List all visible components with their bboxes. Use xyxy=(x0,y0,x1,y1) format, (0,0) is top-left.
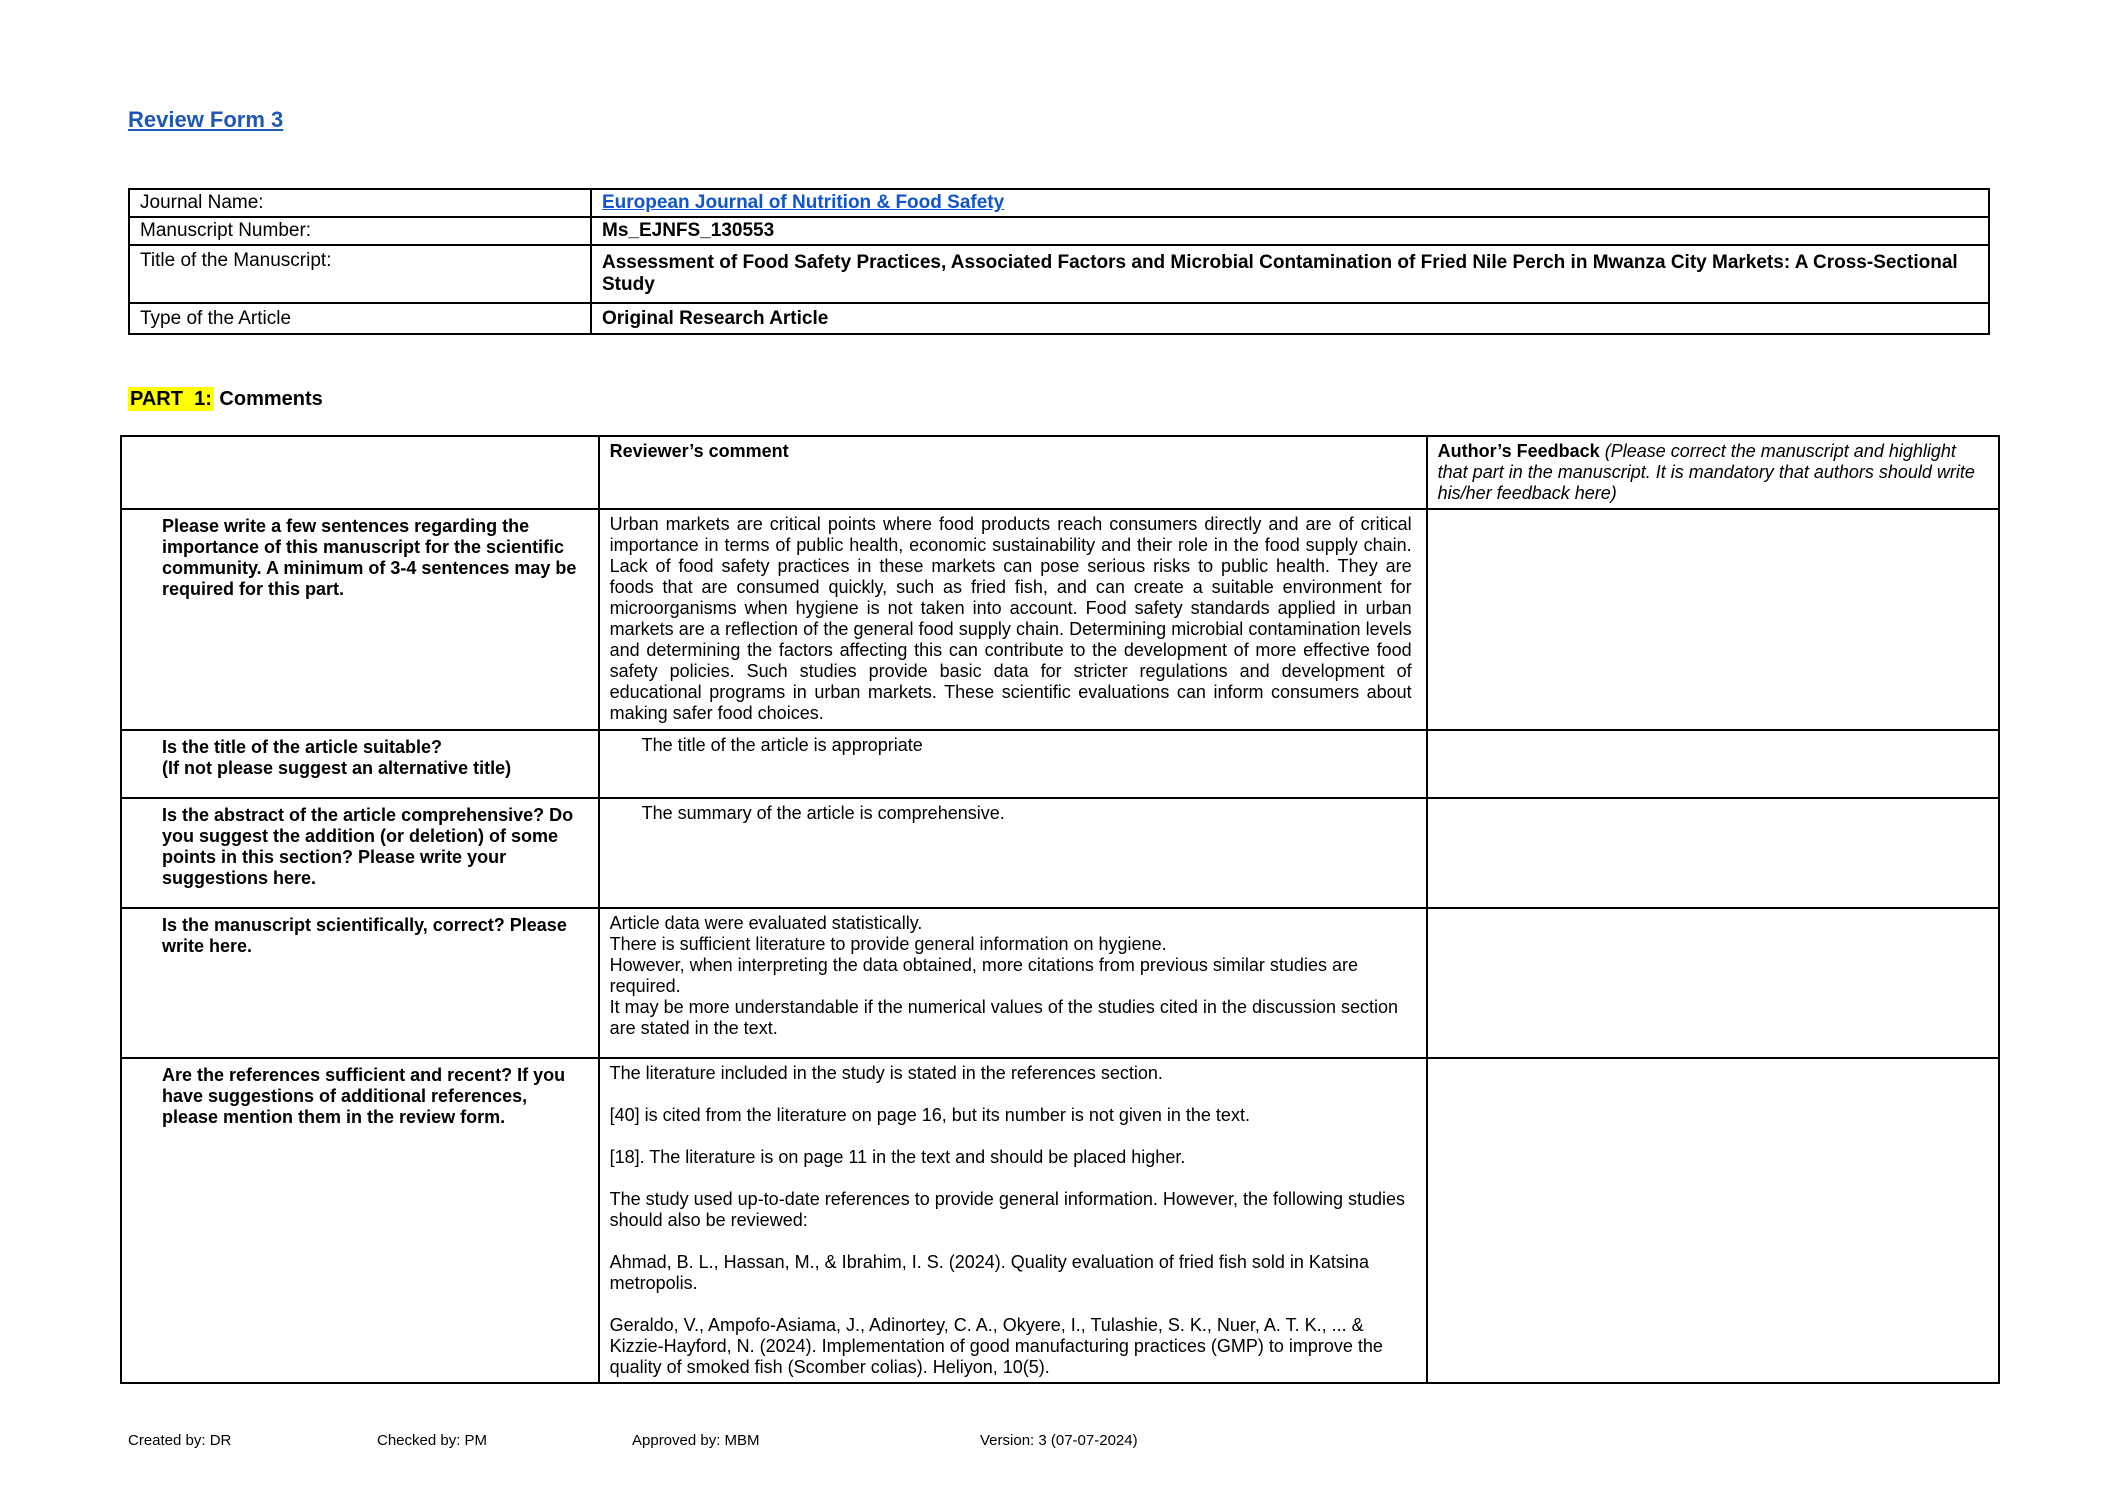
comment-line: It may be more understandable if the numerical values of the studies cited in the discussion section are stated in the text. xyxy=(609,997,1399,1038)
question-references: Are the references sufficient and recent? If you have suggestions of additional references, please mention them in the review form. xyxy=(121,1058,599,1383)
author-feedback-cell xyxy=(1427,1058,1999,1383)
author-feedback-note: (Please correct the manuscript and highlight that part in the manuscript. It is mandatory that authors should write his/her feedback here) xyxy=(1437,441,1975,503)
comment-title-suitable: The title of the article is appropriate xyxy=(599,730,1427,798)
comment-abstract: The summary of the article is comprehensive. xyxy=(599,798,1427,908)
journal-name-cell xyxy=(591,189,1989,217)
table-row xyxy=(121,798,1999,908)
comment-paragraph: The literature included in the study is stated in the references section. xyxy=(609,1063,1163,1083)
question-title-suitable xyxy=(121,730,599,798)
journal-name-link[interactable]: European Journal of Nutrition & Food Safety xyxy=(602,192,1005,213)
empty-header-cell xyxy=(121,436,599,509)
question-importance: Please write a few sentences regarding the importance of this manuscript for the scientific community. A minimum of 3-4 sentences may be required for this part. xyxy=(121,509,599,730)
manuscript-info-table xyxy=(128,188,1990,335)
manuscript-number-label: Manuscript Number: xyxy=(129,217,591,245)
comment-text: Urban markets are critical points where food products reach consumers directly and are of critical importance in terms of public health, economic sustainability and their role in the food supply chain. Lack of food safety practices in these markets can pose serious risks to public health. They are foods that are consumed quickly, such as fried fish, and can create a suitable environment for microorganisms when hygiene is not taken into account. Food safety standards applied in urban markets are a reflection of the general food supply chain. Determining microbial contamination levels and determining the factors affecting this can contribute to the development of more effective food safety policies. Such studies provide basic data for stricter regulations and development of educational programs in urban markets. These scientific evaluations can inform consumers about making safer food choices. xyxy=(609,514,1412,723)
article-type-label: Type of the Article xyxy=(129,303,591,334)
author-feedback-cell xyxy=(1427,509,1999,730)
comment-line: However, when interpreting the data obtained, more citations from previous similar studies are required. xyxy=(609,955,1358,996)
comment-line: Article data were evaluated statistically. xyxy=(609,913,923,933)
comment-paragraph: [40] is cited from the literature on page 16, but its number is not given in the text. xyxy=(609,1105,1250,1125)
author-feedback-title: Author’s Feedback xyxy=(1437,441,1600,461)
article-type-value: Original Research Article xyxy=(591,303,1989,334)
footer-checked-by: Checked by: PM xyxy=(377,1432,488,1449)
part1-title: Comments xyxy=(213,388,323,410)
page-title: Review Form 3 xyxy=(128,107,284,132)
comment-importance xyxy=(599,509,1427,730)
table-row xyxy=(121,509,1999,730)
author-feedback-cell xyxy=(1427,908,1999,1058)
part1-badge: PART 1: xyxy=(130,388,212,410)
question-abstract: Is the abstract of the article comprehensive? Do you suggest the addition (or deletion) of some points in this section? Please write your suggestions here. xyxy=(121,798,599,908)
table-header-row xyxy=(121,436,1999,509)
comment-paragraph: Ahmad, B. L., Hassan, M., & Ibrahim, I. S. (2024). Quality evaluation of fried fish sold in Katsina metropolis. xyxy=(609,1252,1369,1293)
comment-paragraph: [18]. The literature is on page 11 in the text and should be placed higher. xyxy=(609,1147,1186,1167)
table-row xyxy=(129,245,1989,303)
table-row xyxy=(121,1058,1999,1383)
manuscript-title-value: Assessment of Food Safety Practices, Associated Factors and Microbial Contamination of Fried Nile Perch in Mwanza City Markets: A Cross-Sectional Study xyxy=(591,245,1989,303)
comment-scientific xyxy=(599,908,1427,1058)
comment-line: There is sufficient literature to provide general information on hygiene. xyxy=(609,934,1167,954)
journal-name-label: Journal Name: xyxy=(129,189,591,217)
manuscript-title-label: Title of the Manuscript: xyxy=(129,245,591,303)
table-row xyxy=(121,908,1999,1058)
comment-references xyxy=(599,1058,1427,1383)
table-row xyxy=(129,303,1989,334)
author-feedback-cell xyxy=(1427,798,1999,908)
table-row xyxy=(121,730,1999,798)
comment-paragraph: Geraldo, V., Ampofo-Asiama, J., Adinortey, C. A., Okyere, I., Tulashie, S. K., Nuer, A. T. K., ... & Kizzie-Hayford, N. (2024). Implementation of good manufacturing practices (GMP) to improve the quality of smoked fish (Scomber colias). Heliyon, 10(5). xyxy=(609,1315,1383,1377)
question-scientific: Is the manuscript scientifically, correct? Please write here. xyxy=(121,908,599,1058)
author-feedback-cell xyxy=(1427,730,1999,798)
table-row xyxy=(129,189,1989,217)
reviewer-comment-header: Reviewer’s comment xyxy=(599,436,1427,509)
footer-approved-by: Approved by: MBM xyxy=(632,1432,760,1449)
footer-version: Version: 3 (07-07-2024) xyxy=(980,1432,1138,1449)
review-comments-table xyxy=(120,435,2000,1384)
part1-heading xyxy=(128,388,323,411)
footer-created-by: Created by: DR xyxy=(128,1432,232,1449)
comment-paragraph: The study used up-to-date references to provide general information. However, the following studies should also be reviewed: xyxy=(609,1189,1406,1230)
table-row xyxy=(129,217,1989,245)
question-text: Is the title of the article suitable? xyxy=(162,737,443,757)
author-feedback-header xyxy=(1427,436,1999,509)
manuscript-number-value: Ms_EJNFS_130553 xyxy=(591,217,1989,245)
question-note: (If not please suggest an alternative title) xyxy=(162,758,512,778)
